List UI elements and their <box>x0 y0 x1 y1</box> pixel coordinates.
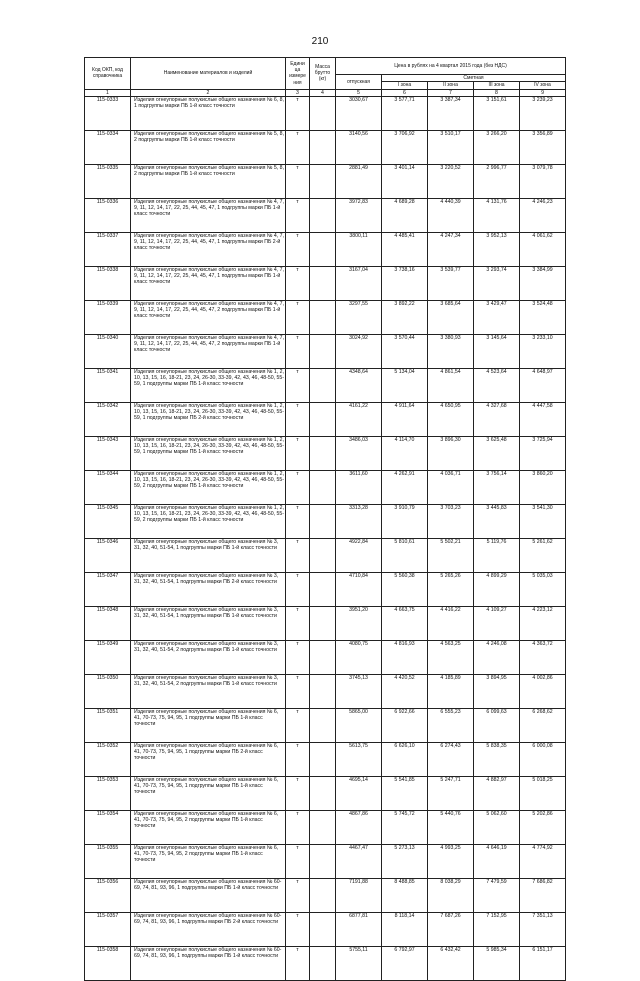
row-price-zone-3: 6 099,63 <box>474 708 520 742</box>
table-row <box>85 96 566 130</box>
row-price-zone-2: 4 416,22 <box>428 606 474 640</box>
row-name: Изделия огнеупорные полукислые общего назначения № 5, 8, 2 подгруппы марки ПБ 1-й класс точности <box>131 130 286 164</box>
row-price-zone-1: 5 134,04 <box>382 368 428 402</box>
row-unit: т <box>286 96 310 130</box>
row-name: Изделия огнеупорные полукислые общего назначения № 6, 41, 70-73, 75, 94, 95, 1 подгруппы марки ПБ 1-й класс точности <box>131 776 286 810</box>
row-price-zone-4: 3 725,94 <box>520 436 566 470</box>
row-price-zone-4: 4 648,97 <box>520 368 566 402</box>
row-unit: т <box>286 436 310 470</box>
row-code: 115-0347 <box>85 572 131 606</box>
row-mass <box>310 572 336 606</box>
row-price-zone-2: 3 703,23 <box>428 504 474 538</box>
row-price-otpusknaya: 4922,84 <box>336 538 382 572</box>
row-price-otpusknaya: 4867,86 <box>336 810 382 844</box>
row-mass <box>310 742 336 776</box>
table-row <box>85 164 566 198</box>
row-price-zone-1: 6 626,10 <box>382 742 428 776</box>
row-price-zone-2: 5 247,71 <box>428 776 474 810</box>
row-price-zone-4: 4 002,86 <box>520 674 566 708</box>
row-code: 115-0350 <box>85 674 131 708</box>
row-price-otpusknaya: 3800,11 <box>336 232 382 266</box>
column-index: 6 <box>382 89 428 96</box>
row-price-otpusknaya: 4348,64 <box>336 368 382 402</box>
table-row <box>85 708 566 742</box>
row-mass <box>310 266 336 300</box>
row-code: 115-0349 <box>85 640 131 674</box>
row-unit: т <box>286 878 310 912</box>
row-mass <box>310 844 336 878</box>
table-row <box>85 572 566 606</box>
row-name: Изделия огнеупорные полукислые общего назначения № 1, 2, 10, 13, 15, 16, 18-21, 23, 24, 26-30, 33-39, 42, 43, 46, 48-50, 55-59, 2 подгруппы марки ПБ 1-й класс точности <box>131 470 286 504</box>
row-price-zone-1: 4 262,91 <box>382 470 428 504</box>
row-price-zone-4: 7 351,13 <box>520 912 566 946</box>
row-price-otpusknaya: 3030,67 <box>336 96 382 130</box>
table-row <box>85 436 566 470</box>
row-price-zone-3: 5 062,60 <box>474 810 520 844</box>
row-unit: т <box>286 674 310 708</box>
row-unit: т <box>286 130 310 164</box>
row-price-zone-1: 4 114,70 <box>382 436 428 470</box>
row-price-otpusknaya: 4080,75 <box>336 640 382 674</box>
row-price-otpusknaya: 4695,14 <box>336 776 382 810</box>
row-price-zone-3: 4 327,68 <box>474 402 520 436</box>
row-price-zone-3: 3 145,64 <box>474 334 520 368</box>
row-price-zone-4: 4 223,12 <box>520 606 566 640</box>
table-body <box>85 96 566 980</box>
table-row <box>85 368 566 402</box>
row-price-otpusknaya: 3297,55 <box>336 300 382 334</box>
row-name: Изделия огнеупорные полукислые общего назначения № 6, 41, 70-73, 75, 94, 95, 2 подгруппы марки ПБ 1-й класс точности <box>131 844 286 878</box>
row-price-zone-1: 4 816,93 <box>382 640 428 674</box>
row-price-zone-3: 5 985,34 <box>474 946 520 980</box>
row-code: 115-0335 <box>85 164 131 198</box>
row-price-zone-4: 3 233,10 <box>520 334 566 368</box>
row-price-otpusknaya: 3611,60 <box>336 470 382 504</box>
row-price-zone-2: 5 502,21 <box>428 538 474 572</box>
table-row <box>85 504 566 538</box>
row-name: Изделия огнеупорные полукислые общего назначения № 4, 7, 9, 11, 12, 14, 17, 22, 25, 44, 45, 47, 1 подгруппы марки ПБ 1-й класс точности <box>131 266 286 300</box>
row-code: 115-0357 <box>85 912 131 946</box>
row-mass <box>310 504 336 538</box>
row-code: 115-0343 <box>85 436 131 470</box>
row-mass <box>310 776 336 810</box>
row-code: 115-0341 <box>85 368 131 402</box>
row-price-otpusknaya: 5755,11 <box>336 946 382 980</box>
table-row <box>85 232 566 266</box>
row-unit: т <box>286 266 310 300</box>
row-price-zone-3: 7 152,95 <box>474 912 520 946</box>
row-price-zone-3: 4 882,97 <box>474 776 520 810</box>
row-price-otpusknaya: 6877,81 <box>336 912 382 946</box>
row-price-zone-1: 5 541,85 <box>382 776 428 810</box>
row-price-zone-2: 4 036,71 <box>428 470 474 504</box>
row-price-otpusknaya: 7191,88 <box>336 878 382 912</box>
row-unit: т <box>286 164 310 198</box>
row-price-zone-2: 3 220,52 <box>428 164 474 198</box>
row-price-otpusknaya: 3951,20 <box>336 606 382 640</box>
row-price-zone-2: 7 687,26 <box>428 912 474 946</box>
row-price-zone-4: 3 079,78 <box>520 164 566 198</box>
row-code: 115-0352 <box>85 742 131 776</box>
row-price-zone-4: 4 363,72 <box>520 640 566 674</box>
row-price-otpusknaya: 4467,47 <box>336 844 382 878</box>
row-price-zone-3: 3 894,95 <box>474 674 520 708</box>
column-index: 3 <box>286 89 310 96</box>
row-code: 115-0334 <box>85 130 131 164</box>
row-price-zone-2: 3 380,93 <box>428 334 474 368</box>
row-name: Изделия огнеупорные полукислые общего назначения № 3, 31, 32, 40, 51-54, 1 подгруппы марки ПБ 1-й класс точности <box>131 606 286 640</box>
header-zone-1: I зона <box>382 82 428 89</box>
row-mass <box>310 538 336 572</box>
row-price-zone-1: 3 577,71 <box>382 96 428 130</box>
row-price-zone-3: 5 119,76 <box>474 538 520 572</box>
row-price-zone-1: 3 570,44 <box>382 334 428 368</box>
table-row <box>85 844 566 878</box>
header-zone-2: II зона <box>428 82 474 89</box>
row-price-zone-2: 4 185,89 <box>428 674 474 708</box>
row-name: Изделия огнеупорные полукислые общего назначения № 60-69, 74, 81, 93, 96, 1 подгруппы марки ПБ 1-й класс точности <box>131 946 286 980</box>
row-code: 115-0345 <box>85 504 131 538</box>
table-row <box>85 606 566 640</box>
row-price-zone-1: 8 118,14 <box>382 912 428 946</box>
row-price-zone-2: 4 650,95 <box>428 402 474 436</box>
row-code: 115-0337 <box>85 232 131 266</box>
row-mass <box>310 334 336 368</box>
row-price-zone-4: 3 860,20 <box>520 470 566 504</box>
row-price-zone-4: 4 061,62 <box>520 232 566 266</box>
row-price-otpusknaya: 3313,28 <box>336 504 382 538</box>
row-price-zone-2: 4 993,25 <box>428 844 474 878</box>
row-mass <box>310 912 336 946</box>
row-name: Изделия огнеупорные полукислые общего назначения № 4, 7, 9, 11, 12, 14, 17, 22, 25, 44, 45, 47, 2 подгруппы марки ПБ 1-й класс точности <box>131 334 286 368</box>
row-price-zone-2: 6 432,42 <box>428 946 474 980</box>
row-price-zone-1: 4 485,41 <box>382 232 428 266</box>
row-name: Изделия огнеупорные полукислые общего назначения № 6, 41, 70-73, 75, 94, 95, 2 подгруппы марки ПБ 1-й класс точности <box>131 810 286 844</box>
row-price-zone-3: 4 131,76 <box>474 198 520 232</box>
row-mass <box>310 606 336 640</box>
row-price-zone-4: 6 268,62 <box>520 708 566 742</box>
row-mass <box>310 436 336 470</box>
row-price-zone-3: 4 246,08 <box>474 640 520 674</box>
row-name: Изделия огнеупорные полукислые общего назначения № 1, 2, 10, 13, 15, 16, 18-21, 23, 24, 26-30, 33-39, 42, 43, 46, 48-50, 55-59, 1 подгруппы марки ПБ 2-й класс точности <box>131 402 286 436</box>
row-name: Изделия огнеупорные полукислые общего назначения № 1, 2, 10, 13, 15, 16, 18-21, 23, 24, 26-30, 33-39, 42, 43, 46, 48-50, 55-59, 2 подгруппы марки ПБ 1-й класс точности <box>131 504 286 538</box>
row-price-zone-3: 3 266,20 <box>474 130 520 164</box>
row-code: 115-0353 <box>85 776 131 810</box>
row-price-zone-4: 3 356,89 <box>520 130 566 164</box>
row-price-zone-3: 3 151,61 <box>474 96 520 130</box>
row-mass <box>310 708 336 742</box>
row-unit: т <box>286 334 310 368</box>
row-price-zone-1: 5 745,72 <box>382 810 428 844</box>
row-unit: т <box>286 912 310 946</box>
table-row <box>85 878 566 912</box>
table-row <box>85 538 566 572</box>
row-price-zone-2: 3 685,64 <box>428 300 474 334</box>
row-price-otpusknaya: 5613,75 <box>336 742 382 776</box>
row-price-zone-2: 4 440,39 <box>428 198 474 232</box>
header-otpusknaya: отпускная <box>336 75 382 90</box>
row-unit: т <box>286 232 310 266</box>
table-row <box>85 130 566 164</box>
row-mass <box>310 164 336 198</box>
row-price-otpusknaya: 3140,56 <box>336 130 382 164</box>
row-unit: т <box>286 538 310 572</box>
row-unit: т <box>286 640 310 674</box>
row-price-zone-1: 3 892,22 <box>382 300 428 334</box>
row-unit: т <box>286 402 310 436</box>
row-price-zone-3: 3 756,14 <box>474 470 520 504</box>
row-price-zone-4: 5 202,86 <box>520 810 566 844</box>
row-price-zone-4: 5 261,62 <box>520 538 566 572</box>
row-price-zone-4: 5 018,25 <box>520 776 566 810</box>
row-price-otpusknaya: 4710,84 <box>336 572 382 606</box>
row-price-zone-2: 5 265,26 <box>428 572 474 606</box>
row-price-zone-3: 4 523,64 <box>474 368 520 402</box>
row-price-zone-4: 4 246,23 <box>520 198 566 232</box>
table-row <box>85 912 566 946</box>
table-row <box>85 640 566 674</box>
row-price-zone-2: 8 038,29 <box>428 878 474 912</box>
column-index: 1 <box>85 89 131 96</box>
column-index: 7 <box>428 89 474 96</box>
row-price-zone-2: 3 510,17 <box>428 130 474 164</box>
row-price-zone-4: 4 447,58 <box>520 402 566 436</box>
header-zone-4: IV зона <box>520 82 566 89</box>
row-code: 115-0348 <box>85 606 131 640</box>
table-row <box>85 198 566 232</box>
row-code: 115-0346 <box>85 538 131 572</box>
row-price-zone-4: 3 541,30 <box>520 504 566 538</box>
row-code: 115-0333 <box>85 96 131 130</box>
row-price-zone-3: 3 429,47 <box>474 300 520 334</box>
row-unit: т <box>286 844 310 878</box>
row-name: Изделия огнеупорные полукислые общего назначения № 3, 31, 32, 40, 51-54, 1 подгруппы марки ПБ 1-й класс точности <box>131 538 286 572</box>
row-price-zone-1: 6 922,66 <box>382 708 428 742</box>
table-row <box>85 776 566 810</box>
row-code: 115-0344 <box>85 470 131 504</box>
row-unit: т <box>286 810 310 844</box>
row-price-otpusknaya: 3745,13 <box>336 674 382 708</box>
row-unit: т <box>286 606 310 640</box>
row-name: Изделия огнеупорные полукислые общего назначения № 3, 31, 32, 40, 51-54, 2 подгруппы марки ПБ 1-й класс точности <box>131 640 286 674</box>
row-unit: т <box>286 708 310 742</box>
row-name: Изделия огнеупорные полукислые общего назначения № 60-69, 74, 81, 93, 96, 1 подгруппы марки ПБ 2-й класс точности <box>131 912 286 946</box>
row-mass <box>310 470 336 504</box>
row-price-zone-1: 4 663,75 <box>382 606 428 640</box>
row-price-otpusknaya: 3167,04 <box>336 266 382 300</box>
row-price-zone-2: 4 563,25 <box>428 640 474 674</box>
row-price-zone-2: 6 274,43 <box>428 742 474 776</box>
row-unit: т <box>286 504 310 538</box>
row-name: Изделия огнеупорные полукислые общего назначения № 6, 8, 1 подгруппы марки ПБ 1-й класс точности <box>131 96 286 130</box>
row-price-otpusknaya: 4161,22 <box>336 402 382 436</box>
row-price-zone-4: 4 774,92 <box>520 844 566 878</box>
row-unit: т <box>286 300 310 334</box>
row-mass <box>310 368 336 402</box>
header-name: Наименование материалов и изделий <box>131 58 286 90</box>
row-price-zone-4: 5 035,03 <box>520 572 566 606</box>
row-name: Изделия огнеупорные полукислые общего назначения № 5, 8, 2 подгруппы марки ПБ 1-й класс точности <box>131 164 286 198</box>
row-price-zone-1: 3 738,16 <box>382 266 428 300</box>
row-price-zone-2: 5 440,76 <box>428 810 474 844</box>
row-mass <box>310 96 336 130</box>
row-price-otpusknaya: 2881,49 <box>336 164 382 198</box>
row-code: 115-0336 <box>85 198 131 232</box>
row-price-zone-3: 3 952,13 <box>474 232 520 266</box>
row-price-zone-1: 4 420,52 <box>382 674 428 708</box>
row-price-zone-1: 4 911,64 <box>382 402 428 436</box>
row-mass <box>310 810 336 844</box>
row-price-zone-4: 3 524,48 <box>520 300 566 334</box>
row-mass <box>310 300 336 334</box>
row-price-zone-1: 5 560,38 <box>382 572 428 606</box>
row-name: Изделия огнеупорные полукислые общего назначения № 60-69, 74, 81, 93, 96, 1 подгруппы марки ПБ 1-й класс точности <box>131 878 286 912</box>
row-name: Изделия огнеупорные полукислые общего назначения № 1, 2, 10, 13, 15, 16, 18-21, 23, 24, 26-30, 33-39, 42, 43, 46, 48-50, 55-59, 1 подгруппы марки ПБ 1-й класс точности <box>131 436 286 470</box>
row-mass <box>310 232 336 266</box>
row-price-zone-3: 4 899,29 <box>474 572 520 606</box>
table-row <box>85 946 566 980</box>
table-row <box>85 300 566 334</box>
row-mass <box>310 878 336 912</box>
row-code: 115-0340 <box>85 334 131 368</box>
row-unit: т <box>286 368 310 402</box>
row-name: Изделия огнеупорные полукислые общего назначения № 1, 2, 10, 13, 15, 16, 18-21, 23, 24, 26-30, 33-39, 42, 43, 46, 48-50, 55-59, 1 подгруппы марки ПБ 1-й класс точности <box>131 368 286 402</box>
row-code: 115-0338 <box>85 266 131 300</box>
row-price-zone-1: 3 706,92 <box>382 130 428 164</box>
table-row <box>85 402 566 436</box>
row-price-zone-3: 7 479,59 <box>474 878 520 912</box>
row-name: Изделия огнеупорные полукислые общего назначения № 3, 31, 32, 40, 51-54, 1 подгруппы марки ПБ 2-й класс точности <box>131 572 286 606</box>
row-unit: т <box>286 198 310 232</box>
page-number: 210 <box>311 36 329 47</box>
column-index: 2 <box>131 89 286 96</box>
table-row <box>85 470 566 504</box>
table-row <box>85 810 566 844</box>
row-name: Изделия огнеупорные полукислые общего назначения № 4, 7, 9, 11, 12, 14, 17, 22, 25, 44, 45, 47, 2 подгруппы марки ПБ 1-й класс точности <box>131 300 286 334</box>
row-price-zone-1: 3 401,14 <box>382 164 428 198</box>
row-unit: т <box>286 946 310 980</box>
header-zone-3: III зона <box>474 82 520 89</box>
row-code: 115-0358 <box>85 946 131 980</box>
price-table <box>84 57 566 981</box>
row-price-zone-4: 7 686,82 <box>520 878 566 912</box>
row-price-otpusknaya: 3972,83 <box>336 198 382 232</box>
row-price-zone-3: 4 646,19 <box>474 844 520 878</box>
column-index: 4 <box>310 89 336 96</box>
header-unit: Едини ца измере ния <box>286 58 310 90</box>
row-price-zone-1: 5 810,61 <box>382 538 428 572</box>
row-unit: т <box>286 742 310 776</box>
table-row <box>85 334 566 368</box>
row-price-zone-2: 4 247,34 <box>428 232 474 266</box>
row-unit: т <box>286 776 310 810</box>
row-price-zone-2: 3 539,77 <box>428 266 474 300</box>
row-mass <box>310 402 336 436</box>
row-mass <box>310 640 336 674</box>
row-price-otpusknaya: 3024,92 <box>336 334 382 368</box>
row-price-zone-1: 5 273,13 <box>382 844 428 878</box>
header-mass: Масса брутто (кг) <box>310 58 336 90</box>
row-price-zone-4: 6 151,17 <box>520 946 566 980</box>
row-unit: т <box>286 470 310 504</box>
row-price-zone-4: 3 239,23 <box>520 96 566 130</box>
table-row <box>85 674 566 708</box>
row-price-zone-2: 3 896,30 <box>428 436 474 470</box>
row-price-otpusknaya: 3486,03 <box>336 436 382 470</box>
row-code: 115-0354 <box>85 810 131 844</box>
row-name: Изделия огнеупорные полукислые общего назначения № 4, 7, 9, 11, 12, 14, 17, 22, 25, 44, 45, 47, 1 подгруппы марки ПБ 2-й класс точности <box>131 232 286 266</box>
row-price-zone-3: 2 996,77 <box>474 164 520 198</box>
row-code: 115-0355 <box>85 844 131 878</box>
row-price-zone-1: 3 910,79 <box>382 504 428 538</box>
row-code: 115-0339 <box>85 300 131 334</box>
row-code: 115-0342 <box>85 402 131 436</box>
header-code: Код ОКП, код справочника <box>85 58 131 90</box>
table-row <box>85 266 566 300</box>
row-mass <box>310 674 336 708</box>
column-index: 5 <box>336 89 382 96</box>
row-price-zone-4: 6 000,08 <box>520 742 566 776</box>
row-mass <box>310 198 336 232</box>
row-price-otpusknaya: 5865,00 <box>336 708 382 742</box>
row-name: Изделия огнеупорные полукислые общего назначения № 4, 7, 9, 11, 12, 14, 17, 22, 25, 44, 45, 47, 1 подгруппы марки ПБ 1-й класс точности <box>131 198 286 232</box>
row-mass <box>310 946 336 980</box>
row-price-zone-3: 3 625,48 <box>474 436 520 470</box>
column-index: 8 <box>474 89 520 96</box>
table-row <box>85 742 566 776</box>
row-price-zone-4: 3 384,99 <box>520 266 566 300</box>
row-name: Изделия огнеупорные полукислые общего назначения № 6, 41, 70-73, 75, 94, 95, 1 подгруппы марки ПБ 1-й класс точности <box>131 708 286 742</box>
row-name: Изделия огнеупорные полукислые общего назначения № 3, 31, 32, 40, 51-54, 2 подгруппы марки ПБ 1-й класс точности <box>131 674 286 708</box>
row-code: 115-0356 <box>85 878 131 912</box>
row-price-zone-3: 4 109,27 <box>474 606 520 640</box>
header-smetnaya: Сметная <box>382 75 566 82</box>
row-price-zone-1: 6 792,97 <box>382 946 428 980</box>
row-unit: т <box>286 572 310 606</box>
row-name: Изделия огнеупорные полукислые общего назначения № 6, 41, 70-73, 75, 94, 95, 1 подгруппы марки ПБ 2-й класс точности <box>131 742 286 776</box>
row-price-zone-2: 3 387,34 <box>428 96 474 130</box>
row-mass <box>310 130 336 164</box>
row-price-zone-1: 8 488,85 <box>382 878 428 912</box>
header-price-group: Цена в рублях на 4 квартал 2015 года (без НДС) <box>336 58 566 75</box>
row-price-zone-3: 3 293,74 <box>474 266 520 300</box>
column-index: 9 <box>520 89 566 96</box>
row-price-zone-3: 5 838,35 <box>474 742 520 776</box>
row-price-zone-3: 3 445,83 <box>474 504 520 538</box>
row-price-zone-2: 6 555,23 <box>428 708 474 742</box>
row-price-zone-2: 4 861,54 <box>428 368 474 402</box>
row-code: 115-0351 <box>85 708 131 742</box>
row-price-zone-1: 4 689,28 <box>382 198 428 232</box>
